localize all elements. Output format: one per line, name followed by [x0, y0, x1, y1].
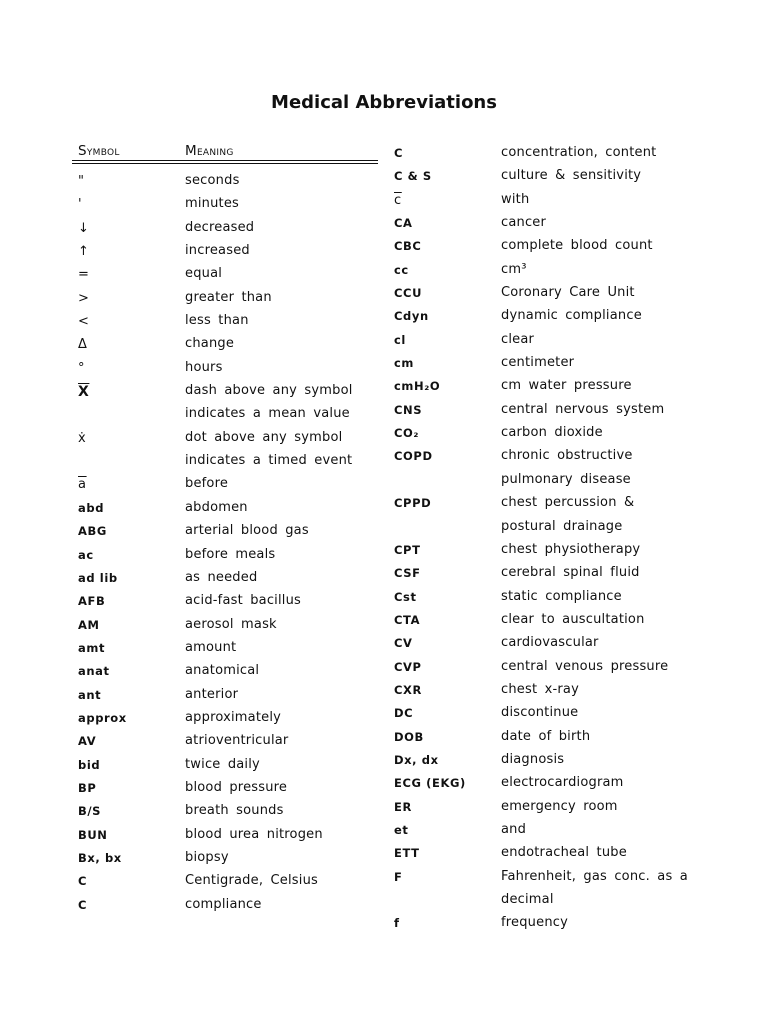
abbreviation-symbol: F: [394, 869, 403, 884]
abbreviation-symbol: C & S: [394, 169, 432, 184]
abbreviation-meaning: twice daily: [185, 756, 260, 772]
abbreviation-meaning: indicates a timed event: [185, 453, 353, 469]
abbreviation-symbol: AM: [78, 617, 100, 632]
abbreviation-meaning: greater than: [185, 289, 272, 305]
abbreviation-meaning: chest x-ray: [501, 681, 579, 697]
abbreviation-symbol: CTA: [394, 612, 421, 627]
abbreviation-symbol: CA: [394, 216, 413, 231]
abbreviation-meaning: decimal: [501, 892, 554, 907]
abbreviation-meaning: before: [185, 476, 229, 492]
abbreviation-meaning: approximately: [185, 709, 282, 725]
abbreviation-symbol: DC: [394, 706, 414, 721]
abbreviation-symbol: C: [394, 146, 404, 160]
abbreviation-meaning: equal: [185, 266, 223, 282]
abbreviation-symbol: $\overline{X}$: [78, 384, 90, 401]
abbreviation-meaning: cancer: [501, 215, 547, 231]
abbreviation-symbol: CPPD: [394, 496, 432, 511]
abbreviation-meaning: postural drainage: [501, 518, 623, 534]
abbreviation-meaning: frequency: [501, 915, 569, 931]
abbreviation-meaning: breath sounds: [185, 803, 284, 819]
abbreviation-meaning: chest physiotherapy: [501, 541, 641, 557]
page-title: Medical Abbreviations: [271, 92, 497, 113]
abbreviation-meaning: seconds: [185, 173, 240, 188]
abbreviation-meaning: biopsy: [185, 849, 229, 865]
abbreviation-meaning: clear: [501, 331, 535, 347]
header-rule-thick: [72, 163, 378, 164]
abbreviation-meaning: Coronary Care Unit: [501, 285, 635, 301]
abbreviation-symbol: cmH₂O: [394, 379, 441, 394]
abbreviation-meaning: cm water pressure: [501, 378, 632, 394]
abbreviation-meaning: minutes: [185, 196, 240, 212]
abbreviation-symbol: COPD: [394, 449, 433, 464]
abbreviation-symbol: et: [394, 822, 409, 837]
abbreviation-symbol: ant: [78, 687, 102, 702]
abbreviation-meaning: central nervous system: [501, 401, 665, 417]
abbreviation-symbol: Δ: [78, 337, 88, 353]
abbreviation-meaning: diagnosis: [501, 751, 565, 767]
abbreviation-symbol: ETT: [394, 846, 420, 861]
abbreviation-symbol: ↑: [78, 244, 90, 260]
abbreviation-meaning: carbon dioxide: [501, 425, 603, 441]
abbreviation-symbol: ER: [394, 799, 412, 814]
abbreviation-symbol: ABG: [78, 524, 107, 539]
abbreviation-meaning: dot above any symbol: [185, 429, 343, 445]
abbreviation-symbol: CSF: [394, 566, 421, 581]
abbreviation-symbol: CV: [394, 636, 413, 651]
abbreviation-symbol: ': [78, 197, 83, 213]
abbreviation-symbol: DOB: [394, 729, 424, 744]
abbreviation-meaning: acid-fast bacillus: [185, 593, 302, 609]
abbreviation-symbol: ẋ: [78, 430, 87, 446]
abbreviation-meaning: dynamic compliance: [501, 308, 642, 324]
abbreviation-symbol: ac: [78, 547, 94, 562]
abbreviation-symbol: >: [78, 290, 90, 306]
abbreviation-symbol: Bx, bx: [78, 850, 122, 865]
abbreviation-meaning: anatomical: [185, 663, 260, 679]
abbreviation-symbol: ": [78, 174, 85, 189]
abbreviation-symbol: cc: [394, 262, 409, 277]
abbreviation-meaning: clear to auscultation: [501, 611, 645, 627]
abbreviation-symbol: ECG (EKG): [394, 776, 466, 791]
abbreviation-meaning: with: [501, 191, 530, 207]
abbreviation-symbol: CBC: [394, 239, 422, 254]
abbreviation-symbol: CXR: [394, 682, 422, 697]
abbreviation-symbol: $\overline{c}$: [394, 192, 402, 208]
abbreviation-symbol: bid: [78, 757, 101, 772]
abbreviation-symbol: $\overline{a}$: [78, 477, 87, 493]
abbreviation-meaning: before meals: [185, 546, 276, 562]
abbreviation-meaning: atrioventricular: [185, 733, 289, 749]
abbreviation-symbol: Dx, dx: [394, 752, 439, 767]
abbreviation-symbol: ad lib: [78, 570, 118, 585]
abbreviation-meaning: abdomen: [185, 499, 248, 515]
abbreviation-meaning: blood urea nitrogen: [185, 826, 323, 842]
abbreviation-meaning: date of birth: [501, 728, 591, 744]
abbreviation-symbol: Cdyn: [394, 309, 429, 324]
abbreviation-meaning: static compliance: [501, 588, 622, 604]
abbreviation-symbol: cm: [394, 356, 414, 371]
abbreviation-symbol: CVP: [394, 659, 422, 674]
abbreviation-symbol: anat: [78, 664, 110, 679]
abbreviation-symbol: CCU: [394, 286, 423, 301]
abbreviation-meaning: central venous pressure: [501, 658, 669, 674]
abbreviation-symbol: C: [78, 874, 88, 889]
meaning-column-header: Meaning: [185, 143, 234, 159]
abbreviation-meaning: concentration, content: [501, 145, 657, 160]
abbreviation-meaning: cerebral spinal fluid: [501, 565, 640, 581]
abbreviation-symbol: C: [78, 897, 88, 912]
abbreviation-meaning: dash above any symbol: [185, 383, 353, 399]
abbreviation-meaning: indicates a mean value: [185, 406, 350, 422]
abbreviation-symbol: <: [78, 314, 90, 330]
abbreviation-meaning: amount: [185, 639, 237, 655]
abbreviation-symbol: amt: [78, 640, 106, 655]
abbreviation-symbol: cl: [394, 332, 406, 347]
abbreviation-meaning: complete blood count: [501, 238, 653, 254]
abbreviation-symbol: CPT: [394, 542, 421, 557]
abbreviation-meaning: aerosol mask: [185, 616, 277, 632]
abbreviation-meaning: Centigrade, Celsius: [185, 873, 318, 889]
abbreviation-meaning: as needed: [185, 569, 258, 585]
abbreviation-symbol: BUN: [78, 827, 108, 842]
abbreviation-symbol: Cst: [394, 589, 417, 604]
abbreviation-symbol: CO₂: [394, 426, 420, 441]
abbreviation-meaning: blood pressure: [185, 779, 288, 795]
abbreviation-meaning: less than: [185, 313, 249, 329]
abbreviation-meaning: change: [185, 336, 235, 352]
abbreviation-meaning: emergency room: [501, 798, 618, 814]
abbreviation-meaning: chronic obstructive: [501, 448, 633, 464]
abbreviation-symbol: BP: [78, 780, 97, 795]
abbreviation-meaning: centimeter: [501, 355, 575, 371]
abbreviation-meaning: arterial blood gas: [185, 523, 309, 539]
symbol-column-header: Symbol: [78, 143, 120, 159]
abbreviation-meaning: Fahrenheit, gas conc. as a: [501, 868, 688, 884]
abbreviation-symbol: ↓: [78, 220, 90, 236]
abbreviation-symbol: CNS: [394, 402, 423, 417]
abbreviation-symbol: °: [78, 360, 86, 376]
abbreviation-meaning: culture & sensitivity: [501, 168, 642, 184]
abbreviation-meaning: cardiovascular: [501, 635, 599, 651]
abbreviation-meaning: compliance: [185, 896, 262, 912]
abbreviation-meaning: anterior: [185, 686, 239, 702]
abbreviation-meaning: discontinue: [501, 705, 579, 721]
abbreviation-meaning: hours: [185, 359, 223, 375]
abbreviation-meaning: decreased: [185, 219, 255, 235]
abbreviation-symbol: f: [394, 916, 400, 931]
abbreviation-symbol: =: [78, 267, 90, 283]
abbreviation-meaning: pulmonary disease: [501, 471, 631, 487]
abbreviation-meaning: increased: [185, 243, 250, 259]
abbreviation-meaning: and: [501, 821, 527, 837]
abbreviation-meaning: cm³: [501, 261, 527, 277]
abbreviation-symbol: abd: [78, 500, 105, 515]
abbreviation-symbol: approx: [78, 710, 127, 725]
header-rule-thin: [72, 160, 378, 161]
abbreviation-symbol: AV: [78, 734, 97, 749]
abbreviation-symbol: AFB: [78, 594, 106, 609]
abbreviation-symbol: B/S: [78, 804, 102, 819]
abbreviation-meaning: endotracheal tube: [501, 845, 627, 861]
abbreviation-meaning: chest percussion &: [501, 495, 635, 511]
abbreviation-meaning: electrocardiogram: [501, 775, 624, 791]
